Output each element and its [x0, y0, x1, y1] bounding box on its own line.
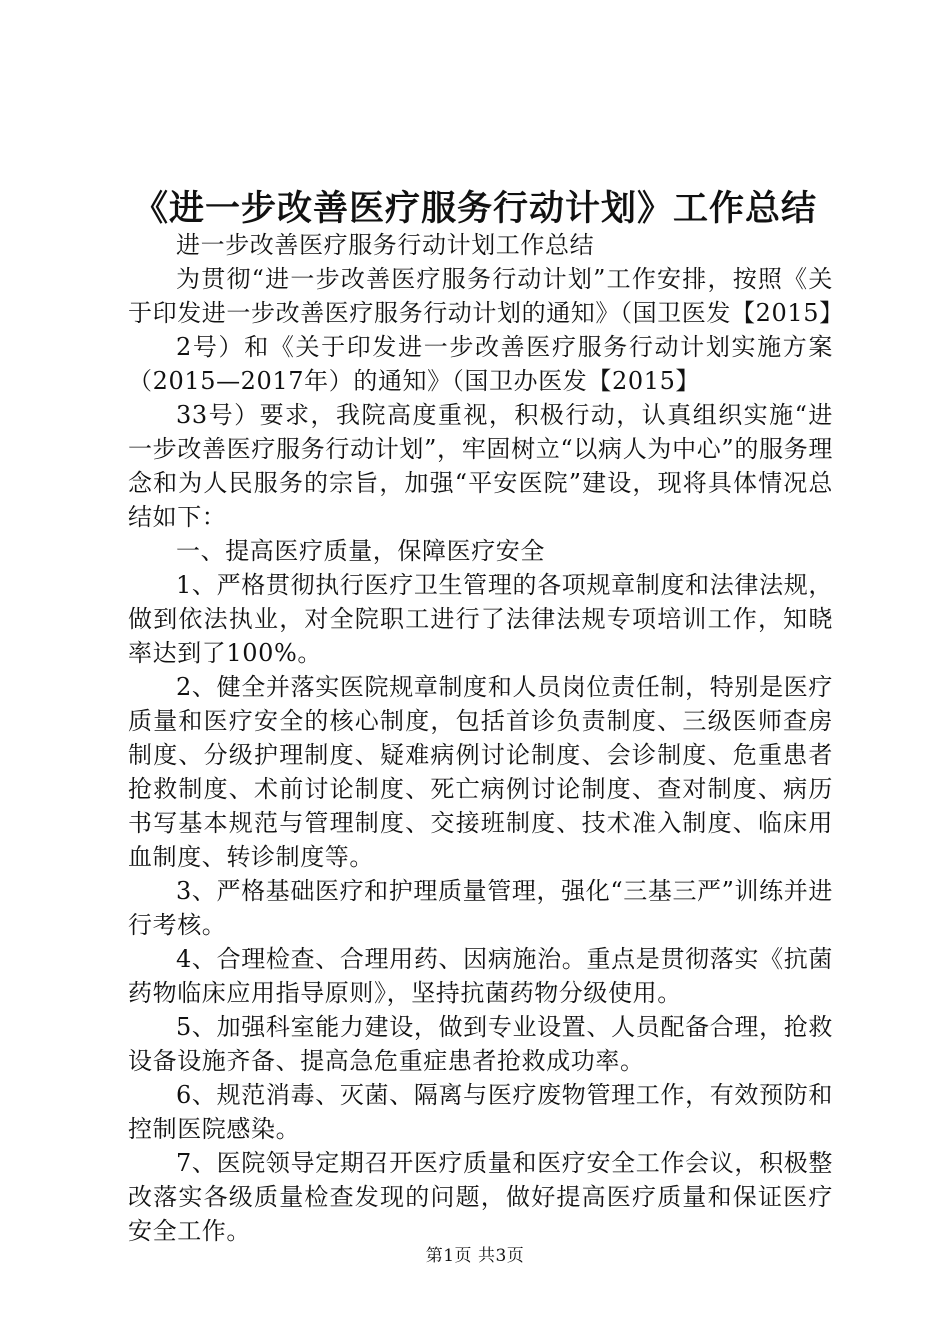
list-item-6: 6、规范消毒、灭菌、隔离与医疗废物管理工作，有效预防和控制医院感染。	[128, 1081, 833, 1143]
paragraph-intro-2: 2号）和《关于印发进一步改善医疗服务行动计划实施方案（2015—2017年）的通知》（国卫办医发【2015】	[128, 333, 833, 395]
paragraph-intro-1: 为贯彻“进一步改善医疗服务行动计划”工作安排，按照《关于印发进一步改善医疗服务行动计划的通知》（国卫医发【2015】	[128, 265, 844, 327]
list-item-4: 4、合理检查、合理用药、因病施治。重点是贯彻落实《抗菌药物临床应用指导原则》，坚持抗菌药物分级使用。	[128, 945, 833, 1007]
page-number-footer: 第1页 共3页	[425, 1246, 525, 1266]
document-body	[128, 228, 844, 1248]
list-item-5: 5、加强科室能力建设，做到专业设置、人员配备合理，抢救设备设施齐备、提高急危重症患者抢救成功率。	[128, 1013, 833, 1075]
paragraph-intro-3: 33号）要求，我院高度重视，积极行动，认真组织实施“进一步改善医疗服务行动计划”，牢固树立“以病人为中心”的服务理念和为人民服务的宗旨，加强“平安医院”建设，现将具体情况总结如下：	[128, 401, 833, 531]
list-item-2: 2、健全并落实医院规章制度和人员岗位责任制，特别是医疗质量和医疗安全的核心制度，包括首诊负责制度、三级医师查房制度、分级护理制度、疑难病例讨论制度、会诊制度、危重患者抢救制度、术前讨论制度、死亡病例讨论制度、查对制度、病历书写基本规范与管理制度、交接班制度、技术准入制度、临床用血制度、转诊制度等。	[128, 673, 833, 871]
list-item-3: 3、严格基础医疗和护理质量管理，强化“三基三严”训练并进行考核。	[128, 877, 833, 939]
document-title: 《进一步改善医疗服务行动计划》工作总结	[132, 189, 817, 229]
section-heading-1: 一、提高医疗质量，保障医疗安全	[176, 537, 545, 565]
paragraph-subtitle: 进一步改善医疗服务行动计划工作总结	[176, 231, 595, 259]
list-item-7: 7、医院领导定期召开医疗质量和医疗安全工作会议，积极整改落实各级质量检查发现的问题，做好提高医疗质量和保证医疗安全工作。	[128, 1149, 833, 1245]
list-item-1: 1、严格贯彻执行医疗卫生管理的各项规章制度和法律法规，做到依法执业，对全院职工进行了法律法规专项培训工作，知晓率达到了100%。	[128, 571, 833, 667]
